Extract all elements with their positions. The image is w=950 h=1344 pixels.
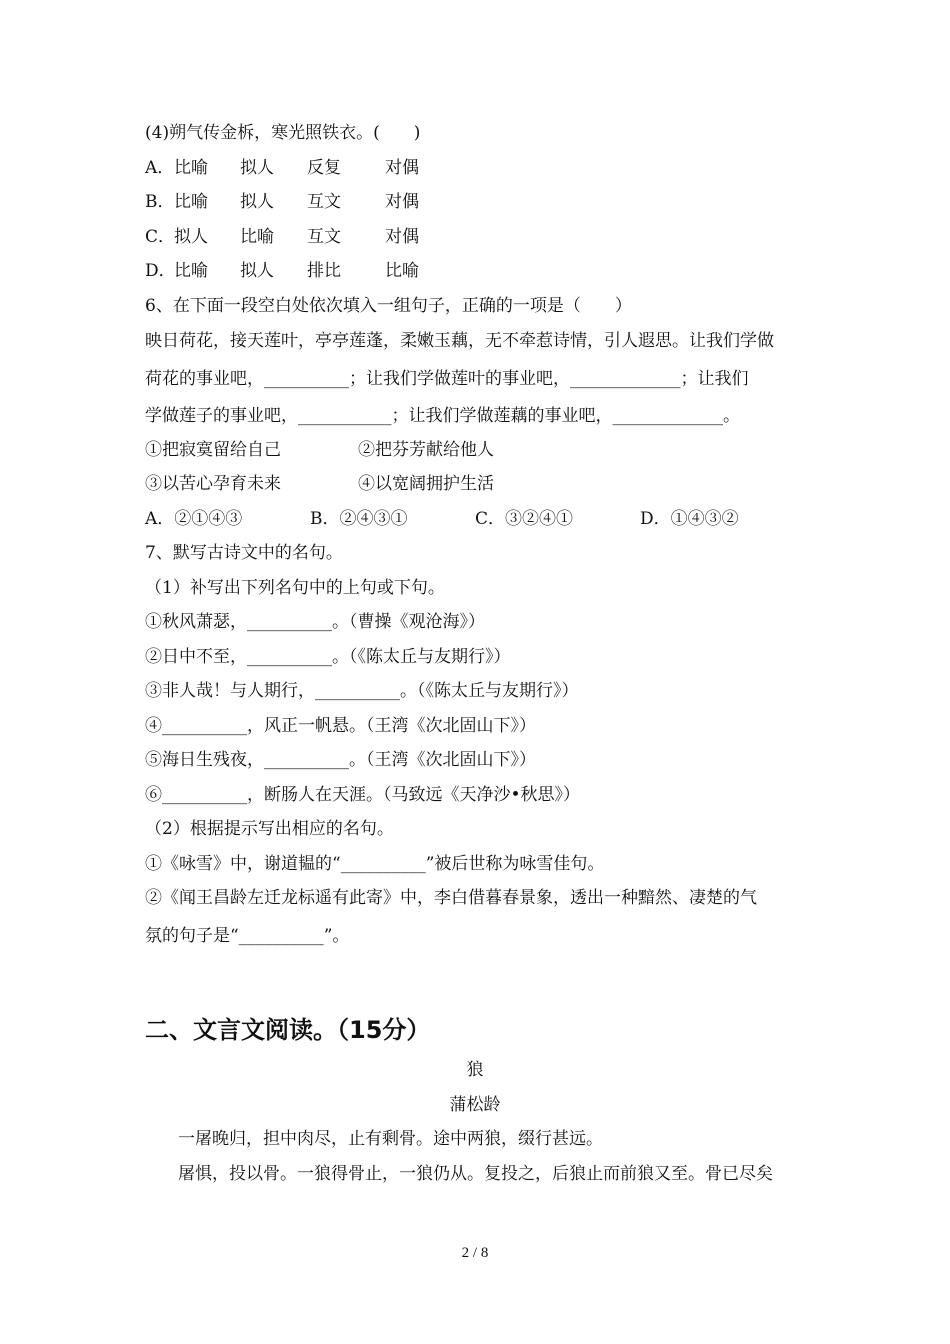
q7-stem: 7、默写古诗文中的名句。 — [145, 543, 343, 563]
q5-4-stem: (4)朔气传金柝，寒光照铁衣。( ) — [145, 123, 421, 143]
q7-part1-item: ②日中不至，__________。（《陈太丘与友期行》） — [145, 647, 511, 667]
q6-choice: ③以苦心孕育未来 — [145, 474, 281, 494]
poem-author: 蒲松龄 — [449, 1095, 501, 1115]
option-item: 拟人 — [240, 192, 274, 212]
option-item: 比喻 — [174, 158, 208, 178]
q6-answer-c: C．③②④① — [475, 509, 574, 529]
option-item: 互文 — [307, 227, 341, 247]
q7-part2-item: 氛的句子是“__________”。 — [145, 926, 350, 946]
option-item: 拟人 — [240, 158, 274, 178]
option-item: 对偶 — [385, 158, 419, 178]
option-item: 反复 — [307, 158, 341, 178]
q7-part2-item: ①《咏雪》中，谢道韫的“__________”被后世称为咏雪佳句。 — [145, 854, 605, 874]
q6-answer-a: A．②①④③ — [145, 509, 243, 529]
section-heading: 二、文言文阅读。（15分） — [145, 1016, 431, 1044]
option-item: 对偶 — [385, 227, 419, 247]
option-item: 拟人 — [174, 227, 208, 247]
option-letter: D． — [145, 261, 176, 281]
q6-choice: ④以宽阔拥护生活 — [358, 474, 494, 494]
q7-part1-item: ⑥__________，断肠人在天涯。（马致远《天净沙•秋思》） — [145, 785, 581, 805]
option-item: 比喻 — [174, 261, 208, 281]
q6-passage-line: 荷花的事业吧，__________；让我们学做莲叶的事业吧，_____________；让我们 — [145, 369, 749, 389]
option-item: 排比 — [307, 261, 341, 281]
q6-answer-d: D．①④③② — [640, 509, 739, 529]
passage-paragraph: 屠惧，投以骨。一狼得骨止，一狼仍从。复投之，后狼止而前狼又至。骨已尽矣 — [178, 1164, 773, 1184]
page-number: 2 / 8 — [461, 1245, 489, 1261]
q7-part2-item: ②《闻王昌龄左迁龙标遥有此寄》中，李白借暮春景象，透出一种黯然、凄楚的气 — [145, 888, 757, 908]
option-letter: B． — [145, 192, 175, 212]
option-item: 拟人 — [240, 261, 274, 281]
q6-answer-b: B．②④③① — [310, 509, 408, 529]
option-item: 对偶 — [385, 192, 419, 212]
q7-part1-item: ⑤海日生残夜，__________。（王湾《次北固山下》） — [145, 750, 536, 770]
passage-paragraph: 一屠晚归，担中肉尽，止有剩骨。途中两狼，缀行甚远。 — [178, 1129, 603, 1149]
q6-choice: ①把寂寞留给自己 — [145, 440, 281, 460]
q6-passage-line: 映日荷花，接天莲叶，亭亭莲蓬，柔嫩玉藕，无不牵惹诗情，引人遐思。让我们学做 — [145, 331, 774, 351]
q7-part1-item: ③非人哉！与人期行，__________。（《陈太丘与友期行》） — [145, 681, 579, 701]
q7-part1-item: ④__________，风正一帆悬。（王湾《次北固山下》） — [145, 716, 536, 736]
q7-part1-item: ①秋风萧瑟，__________。（曹操《观沧海》） — [145, 612, 485, 632]
option-item: 比喻 — [385, 261, 419, 281]
option-item: 比喻 — [240, 227, 274, 247]
q6-stem: 6、在下面一段空白处依次填入一组句子，正确的一项是（ ） — [145, 296, 632, 316]
q7-part2-title: （2）根据提示写出相应的名句。 — [145, 819, 394, 839]
q7-part1-title: （1）补写出下列名句中的上句或下句。 — [145, 578, 445, 598]
q6-passage-line: 学做莲子的事业吧，___________；让我们学做莲藕的事业吧，_____________。 — [145, 406, 740, 426]
option-letter: C． — [145, 227, 176, 247]
poem-title: 狼 — [466, 1060, 484, 1080]
option-letter: A． — [145, 158, 175, 178]
option-item: 互文 — [307, 192, 341, 212]
option-item: 比喻 — [174, 192, 208, 212]
q6-choice: ②把芬芳献给他人 — [358, 440, 494, 460]
